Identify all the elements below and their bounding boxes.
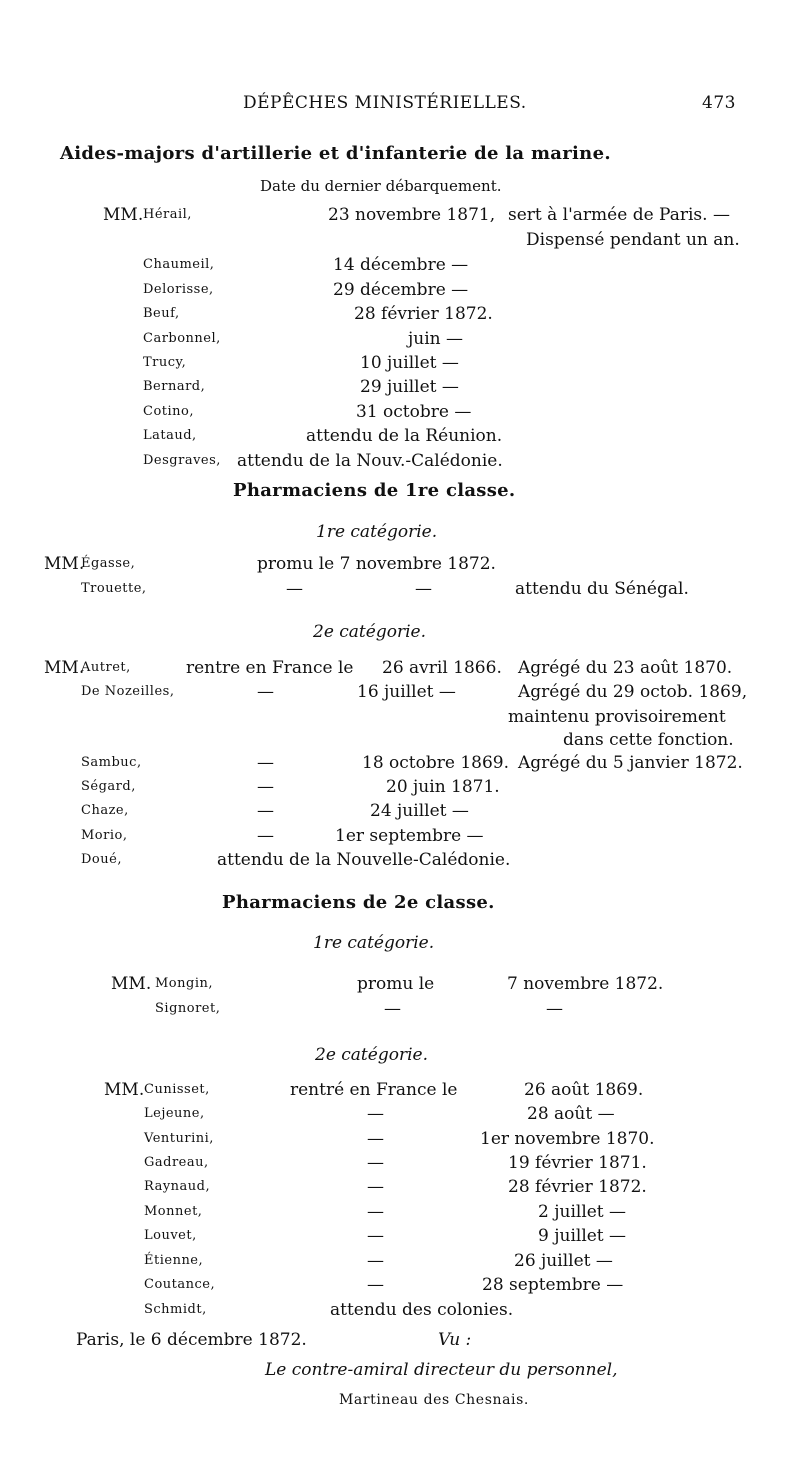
date-de-nozeilles: 16 juillet — xyxy=(357,682,456,702)
date-trucy: 10 juillet — xyxy=(360,353,459,373)
date-raynaud: 28 février 1872. xyxy=(508,1177,647,1197)
prefix-mongin: promu le xyxy=(357,974,435,994)
category-1-label: 1re catégorie. xyxy=(313,933,435,953)
date-monnet: 2 juillet — xyxy=(538,1202,627,1222)
date-segard: 20 juin 1871. xyxy=(386,777,500,797)
date-lejeune: 28 août — xyxy=(527,1104,615,1124)
date-coutance: 28 septembre — xyxy=(482,1275,624,1295)
date-beuf: 28 février 1872. xyxy=(354,304,493,324)
signatory-title: Le contre-amiral directeur du personnel, xyxy=(265,1360,618,1380)
prefix-signoret: — xyxy=(384,999,401,1019)
name-carbonnel: Carbonnel, xyxy=(143,331,221,346)
note-de-nozeilles-cont2: dans cette fonction. xyxy=(563,730,734,750)
note-de-nozeilles: Agrégé du 29 octob. 1869, xyxy=(518,682,748,702)
name-raynaud: Raynaud, xyxy=(144,1179,211,1194)
name-signoret: Signoret, xyxy=(155,1001,221,1016)
mm-label: MM. xyxy=(111,974,152,994)
place-and-date: Paris, le 6 décembre 1872. xyxy=(76,1330,307,1350)
category-1-label: 1re catégorie. xyxy=(316,522,438,542)
note-sambuc: Agrégé du 5 janvier 1872. xyxy=(518,753,743,773)
name-herail: Hérail, xyxy=(143,207,192,222)
name-autret: Autret, xyxy=(81,660,131,675)
section-title-pharmaciens-1: Pharmaciens de 1re classe. xyxy=(233,480,516,501)
category-2-label: 2e catégorie. xyxy=(313,622,426,642)
mm-label: MM. xyxy=(103,205,144,225)
running-head: DÉPÊCHES MINISTÉRIELLES. xyxy=(243,93,527,113)
prefix-segard: — xyxy=(257,777,274,797)
name-gadreau: Gadreau, xyxy=(144,1155,209,1170)
prefix-lejeune: — xyxy=(367,1104,384,1124)
date-mongin: 7 novembre 1872. xyxy=(507,974,664,994)
name-morio: Morio, xyxy=(81,828,128,843)
name-sambuc: Sambuc, xyxy=(81,755,142,770)
prefix-monnet: — xyxy=(367,1202,384,1222)
name-segard: Ségard, xyxy=(81,779,136,794)
date-cotino: 31 octobre — xyxy=(356,402,472,422)
prefix-de-nozeilles: — xyxy=(257,682,274,702)
prefix-cunisset: rentré en France le xyxy=(290,1080,458,1100)
text-doue: attendu de la Nouvelle-Calédonie. xyxy=(217,850,511,870)
name-doue: Doué, xyxy=(81,852,122,867)
note-herail: sert à l'armée de Paris. — xyxy=(508,205,730,225)
name-coutance: Coutance, xyxy=(144,1277,216,1292)
signatory-name: Martineau des Chesnais. xyxy=(339,1392,529,1408)
dash-trouette-2: — xyxy=(415,579,432,599)
prefix-morio: — xyxy=(257,826,274,846)
text-egasse: promu le 7 novembre 1872. xyxy=(257,554,496,574)
page-number: 473 xyxy=(702,93,736,113)
note-autret: Agrégé du 23 août 1870. xyxy=(518,658,733,678)
name-lejeune: Lejeune, xyxy=(144,1106,205,1121)
date-autret: 26 avril 1866. xyxy=(382,658,502,678)
mm-label: MM. xyxy=(44,658,85,678)
name-monnet: Monnet, xyxy=(144,1204,203,1219)
column-header: Date du dernier débarquement. xyxy=(260,177,502,195)
date-chaumeil: 14 décembre — xyxy=(333,255,469,275)
prefix-louvet: — xyxy=(367,1226,384,1246)
date-lataud: attendu de la Réunion. xyxy=(306,426,503,446)
date-cunisset: 26 août 1869. xyxy=(524,1080,644,1100)
mm-label: MM. xyxy=(104,1080,145,1100)
name-beuf: Beuf, xyxy=(143,306,180,321)
section-title-aides-majors: Aides-majors d'artillerie et d'infanterie de la marine. xyxy=(60,143,611,164)
prefix-venturini: — xyxy=(367,1129,384,1149)
name-de-nozeilles: De Nozeilles, xyxy=(81,684,175,699)
name-delorisse: Delorisse, xyxy=(143,282,214,297)
vu-label: Vu : xyxy=(438,1330,472,1350)
text-schmidt: attendu des colonies. xyxy=(330,1300,514,1320)
note-de-nozeilles-cont1: maintenu provisoirement xyxy=(508,707,726,727)
prefix-chaze: — xyxy=(257,801,274,821)
date-signoret: — xyxy=(546,999,563,1019)
date-louvet: 9 juillet — xyxy=(538,1226,627,1246)
name-chaze: Chaze, xyxy=(81,803,129,818)
name-etienne: Étienne, xyxy=(144,1253,204,1268)
name-trouette: Trouette, xyxy=(81,581,147,596)
prefix-autret: rentre en France le xyxy=(186,658,354,678)
date-etienne: 26 juillet — xyxy=(514,1251,613,1271)
date-chaze: 24 juillet — xyxy=(370,801,469,821)
name-venturini: Venturini, xyxy=(144,1131,214,1146)
date-desgraves: attendu de la Nouv.-Calédonie. xyxy=(237,451,503,471)
name-schmidt: Schmidt, xyxy=(144,1302,207,1317)
date-sambuc: 18 octobre 1869. xyxy=(362,753,509,773)
category-2-label: 2e catégorie. xyxy=(315,1045,428,1065)
note-trouette: attendu du Sénégal. xyxy=(515,579,689,599)
date-venturini: 1er novembre 1870. xyxy=(480,1129,655,1149)
date-gadreau: 19 février 1871. xyxy=(508,1153,647,1173)
date-bernard: 29 juillet — xyxy=(360,377,459,397)
prefix-raynaud: — xyxy=(367,1177,384,1197)
name-desgraves: Desgraves, xyxy=(143,453,221,468)
prefix-etienne: — xyxy=(367,1251,384,1271)
prefix-sambuc: — xyxy=(257,753,274,773)
name-cunisset: Cunisset, xyxy=(144,1082,210,1097)
date-delorisse: 29 décembre — xyxy=(333,280,469,300)
note-herail-cont: Dispensé pendant un an. xyxy=(526,230,740,250)
name-lataud: Lataud, xyxy=(143,428,197,443)
name-louvet: Louvet, xyxy=(144,1228,197,1243)
date-herail: 23 novembre 1871, xyxy=(328,205,496,225)
name-cotino: Cotino, xyxy=(143,404,194,419)
date-carbonnel: juin — xyxy=(408,329,464,349)
prefix-coutance: — xyxy=(367,1275,384,1295)
name-bernard: Bernard, xyxy=(143,379,206,394)
prefix-gadreau: — xyxy=(367,1153,384,1173)
date-morio: 1er septembre — xyxy=(335,826,484,846)
name-chaumeil: Chaumeil, xyxy=(143,257,215,272)
name-egasse: Égasse, xyxy=(81,556,136,571)
section-title-pharmaciens-2: Pharmaciens de 2e classe. xyxy=(222,892,495,913)
mm-label: MM. xyxy=(44,554,85,574)
dash-trouette-1: — xyxy=(286,579,303,599)
name-mongin: Mongin, xyxy=(155,976,213,991)
name-trucy: Trucy, xyxy=(143,355,187,370)
